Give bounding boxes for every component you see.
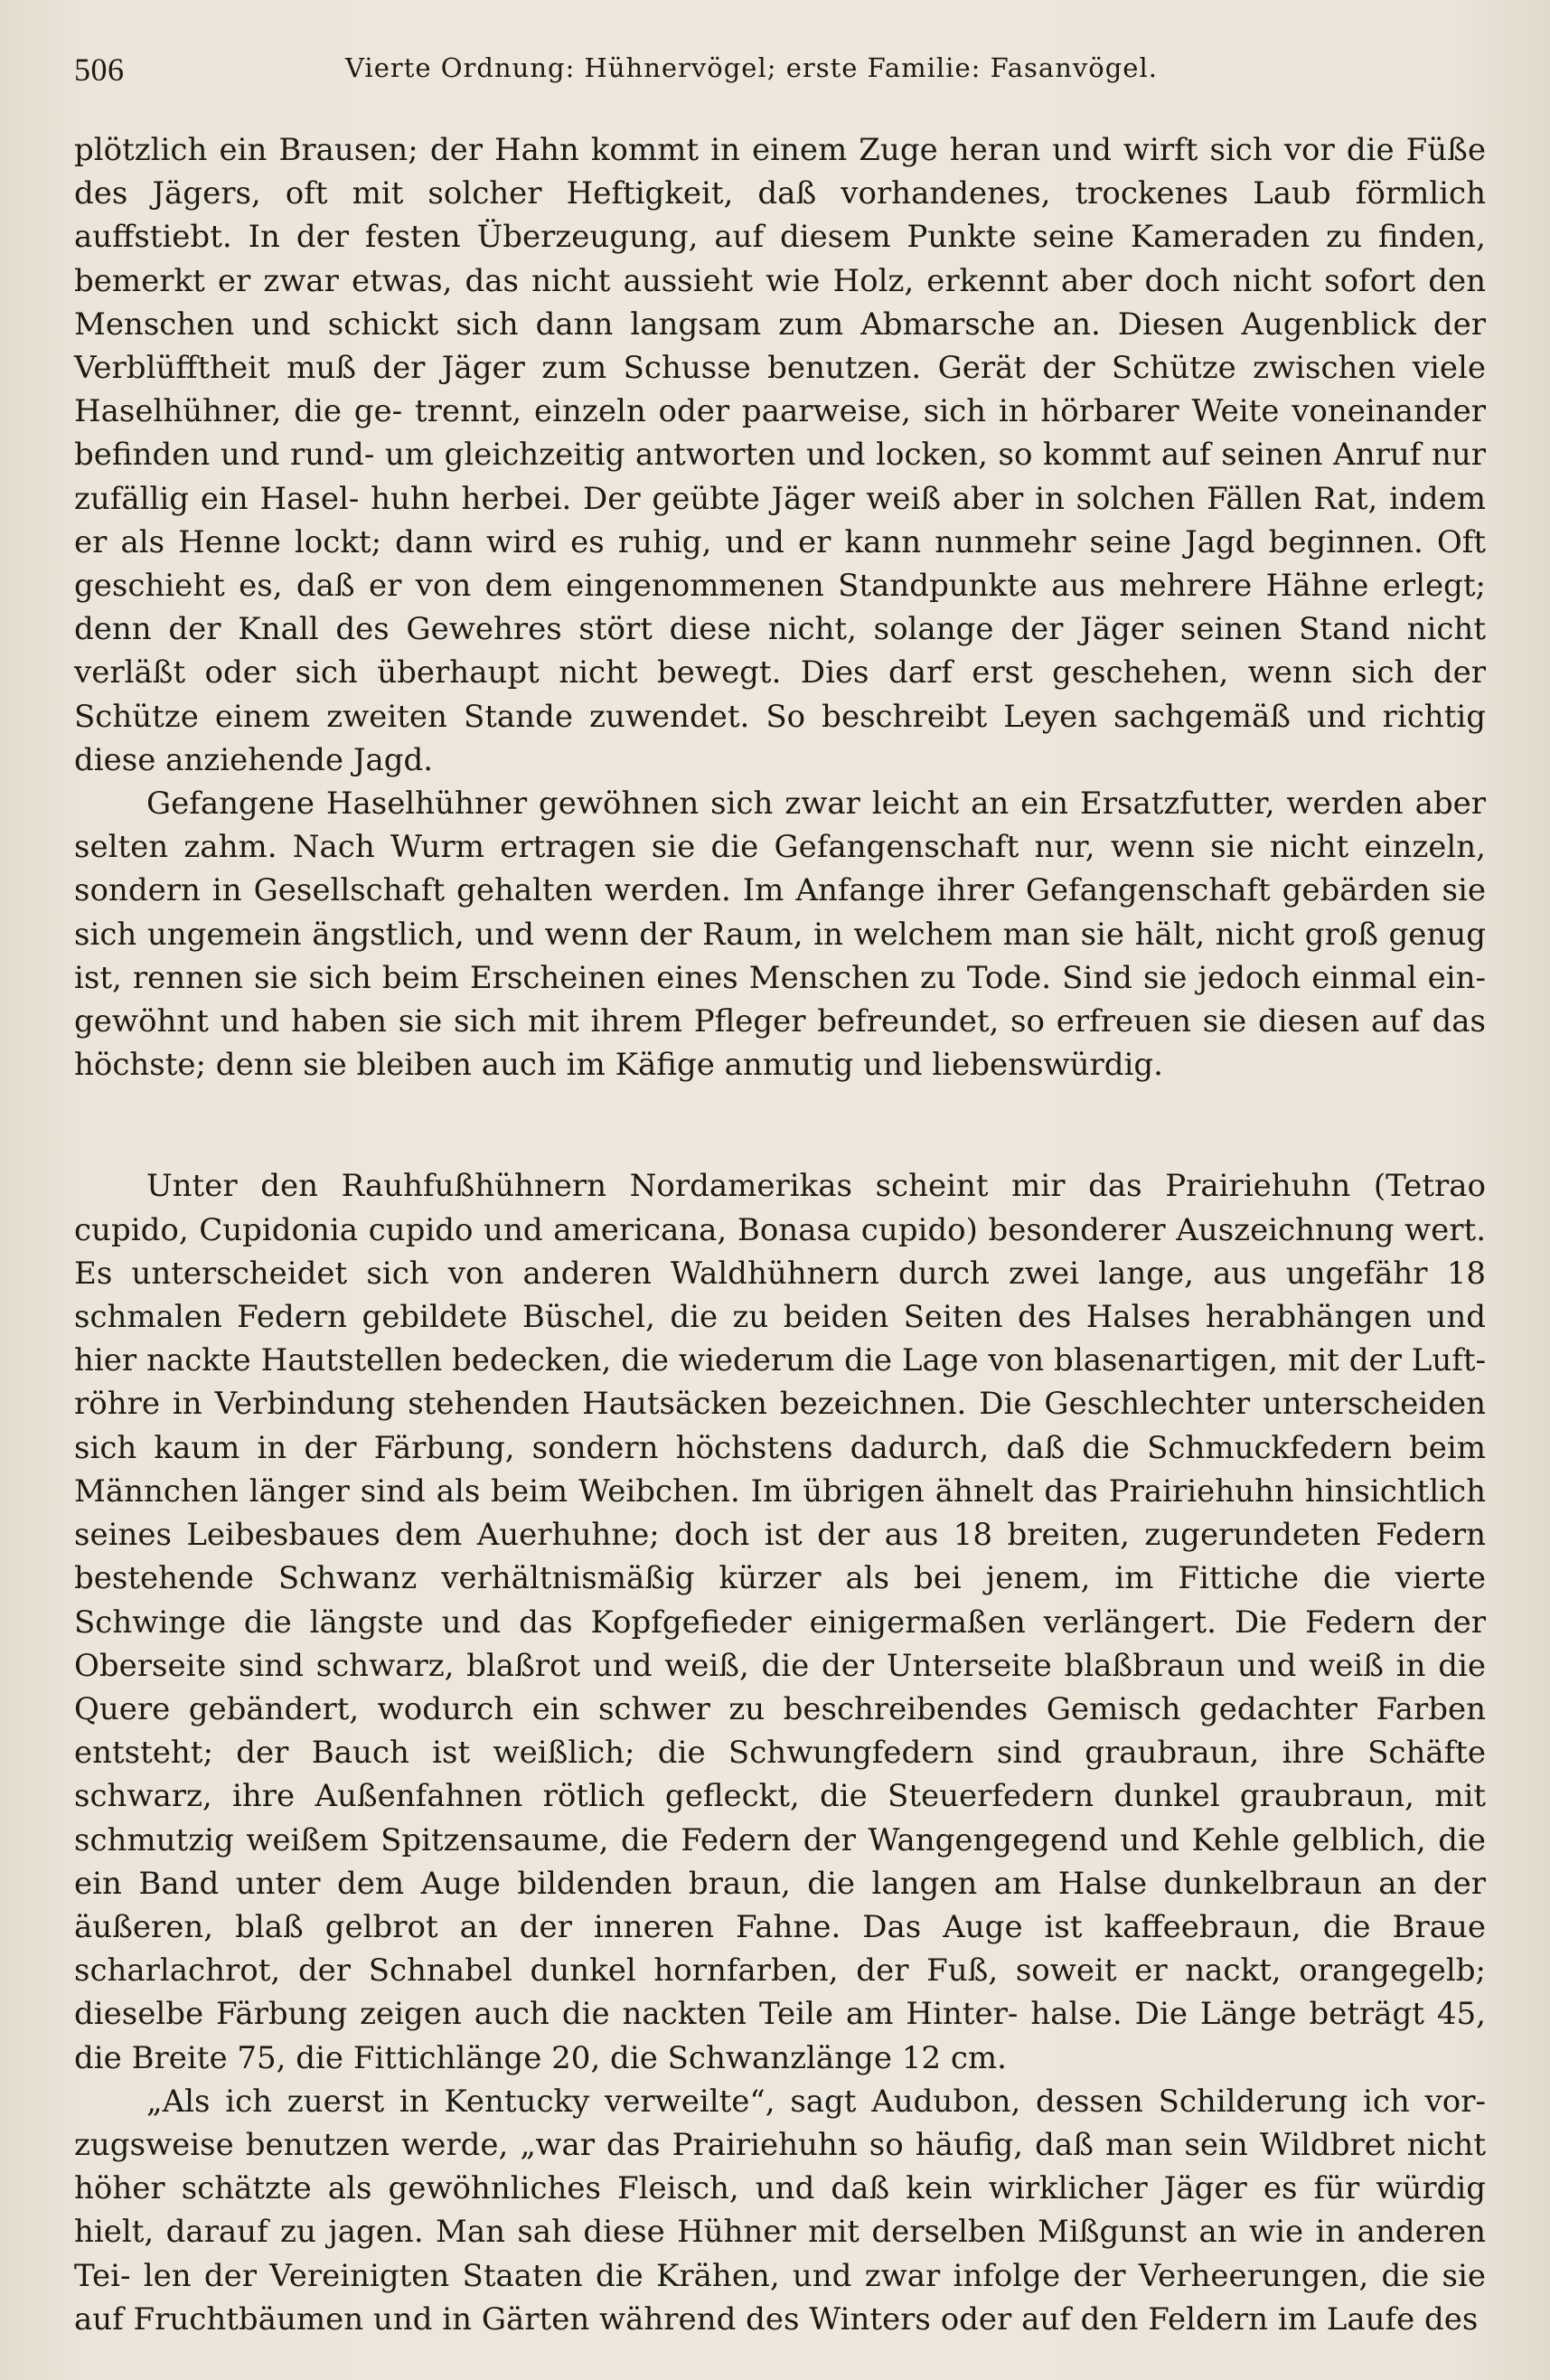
paragraph-haselhuhn-jagd: plötzlich ein Brausen; der Hahn kommt in einem Zuge heran und wirft sich vor die Füße des Jägers, oft mit solcher Heftigkeit, daß vorhandenes, trockenes Laub förmlich auffstiebt. In der festen Überzeugung, auf diesem Punkte seine Kameraden zu finden, bemerkt er zwar etwas, das nicht aussieht wie Holz, erkennt aber doch nicht sofort den Menschen und schickt sich dann langsam zum Abmarsche an. Diesen Augenblick der Verblüfftheit muß der Jäger zum Schusse benutzen. Gerät der Schütze zwischen viele Haselhühner, die ge- trennt, einzeln oder paarweise, sich in hörbarer Weite voneinander befinden und rund- um gleichzeitig antworten und locken, so kommt auf seinen Anruf nur zufällig ein Hasel- huhn herbei. Der geübte Jäger weiß aber in solchen Fällen Rat, indem er als Henne lockt; dann wird es ruhig, und er kann nunmehr seine Jagd beginnen. Oft geschieht es, daß er von dem eingenommenen Standpunkte aus mehrere Hähne erlegt; denn der Knall des Gewehres stört diese nicht, solange der Jäger seinen Stand nicht verläßt oder sich überhaupt nicht bewegt. Dies darf erst geschehen, wenn sich der Schütze einem zweiten Stande zuwendet. So beschreibt Leyen sachgemäß und richtig diese anziehende Jagd. (74, 132, 1486, 778)
paragraph-audubon-zitat: „Als ich zuerst in Kentucky verweilte“, sagt Audubon, dessen Schilderung ich vor- zugsweise benutzen werde, „war das Prairiehuhn so häufig, daß man sein Wildbret nicht höher schätzte als gewöhnliches Fleisch, und daß kein wirklicher Jäger es für würdig hielt, darauf zu jagen. Man sah diese Hühner mit derselben Mißgunst an wie in anderen Tei- len der Vereinigten Staaten die Krähen, und zwar infolge der Verheerungen, die sie auf Fruchtbäumen und in Gärten während des Winters oder auf den Feldern im Laufe des (74, 2083, 1486, 2338)
paragraph-gefangene-haselhuehner: Gefangene Haselhühner gewöhnen sich zwar leicht an ein Ersatzfutter, werden aber selten zahm. Nach Wurm ertragen sie die Gefangenschaft nur, wenn sie nicht einzeln, sondern in Gesellschaft gehalten werden. Im Anfange ihrer Gefangenschaft gebärden sie sich ungemein ängstlich, und wenn der Raum, in welchem man sie hält, nicht groß genug ist, rennen sie sich beim Erscheinen eines Menschen zu Tode. Sind sie jedoch einmal ein- gewöhnt und haben sie sich mit ihrem Pfleger befreundet, so erfreuen sie diesen auf das höchste; denn sie bleiben auch im Käfige anmutig und liebenswürdig. (74, 785, 1486, 1084)
running-head: Vierte Ordnung: Hühnervögel; erste Familie: Fasanvögel. (345, 52, 1158, 83)
paragraph-prairiehuhn-beschreibung: Unter den Rauhfußhühnern Nordamerikas scheint mir das Prairiehuhn (Tetrao cupido, Cupidonia cupido und americana, Bonasa cupido) besonderer Auszeichnung wert. Es unterscheidet sich von anderen Waldhühnern durch zwei lange, aus ungefähr 18 schmalen Federn gebildete Büschel, die zu beiden Seiten des Halses herabhängen und hier nackte Hautstellen bedecken, die wiederum die Lage von blasenartigen, mit der Luft- röhre in Verbindung stehenden Hautsäcken bezeichnen. Die Geschlechter unterscheiden sich kaum in der Färbung, sondern höchstens dadurch, daß die Schmuckfedern beim Männchen länger sind als beim Weibchen. Im übrigen ähnelt das Prairiehuhn hinsichtlich seines Leibesbaues dem Auerhuhne; doch ist der aus 18 breiten, zugerundeten Federn bestehende Schwanz verhältnismäßig kürzer als bei jenem, im Fittiche die vierte Schwinge die längste und das Kopfgefieder einigermaßen verlängert. Die Federn der Oberseite sind schwarz, blaßrot und weiß, die der Unterseite blaßbraun und weiß in die Quere gebändert, wodurch ein schwer zu beschreibendes Gemisch gedachter Farben entsteht; der Bauch ist weißlich; die Schwungfedern sind graubraun, ihre Schäfte schwarz, ihre Außenfahnen rötlich gefleckt, die Steuerfedern dunkel graubraun, mit schmutzig weißem Spitzensaume, die Federn der Wangengegend und Kehle gelblich, die ein Band unter dem Auge bildenden braun, die langen am Halse dunkelbraun an der äußeren, blaß gelbrot an der inneren Fahne. Das Auge ist kaffeebraun, die Braue scharlachrot, der Schnabel dunkel hornfarben, der Fuß, soweit er nackt, orangegelb; dieselbe Färbung zeigen auch die nackten Teile am Hinter- halse. Die Länge beträgt 45, die Breite 75, die Fittichlänge 20, die Schwanzlänge 12 cm. (74, 1168, 1486, 2076)
body-text (74, 128, 1486, 2341)
section-gap (74, 1087, 1486, 1164)
page-header (74, 45, 1484, 92)
page-number: 506 (74, 52, 125, 88)
